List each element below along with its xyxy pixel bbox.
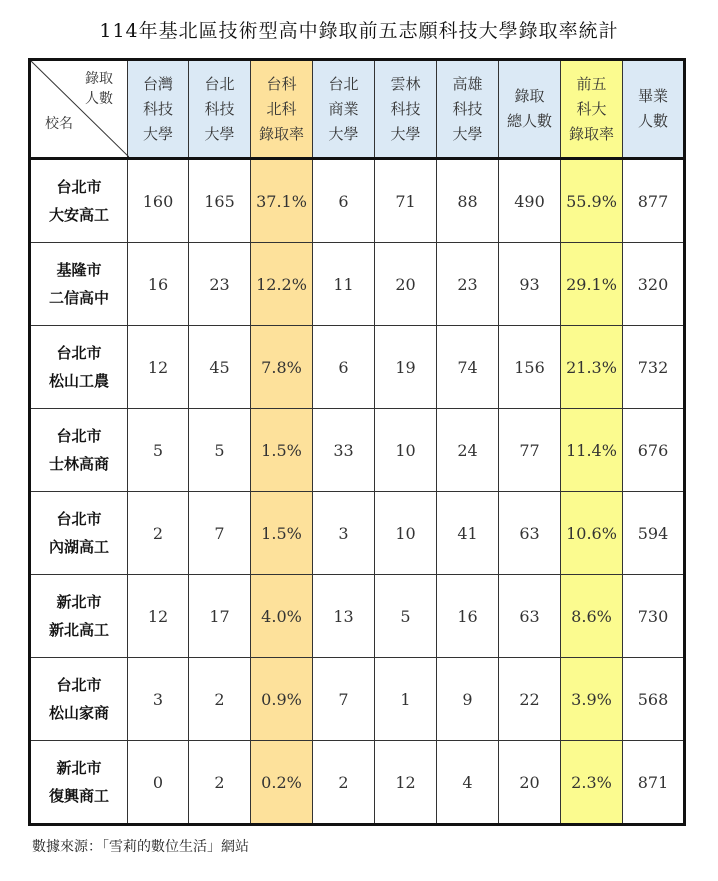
cell-ntust: 16 <box>128 243 189 326</box>
cell-total-admitted: 63 <box>499 492 561 575</box>
cell-ntust-ntut-rate: 1.5% <box>251 409 313 492</box>
table-row <box>30 159 685 243</box>
page-title: 114年基北區技術型高中錄取前五志願科技大學錄取率統計 <box>99 20 619 42</box>
cell-ntut: 2 <box>189 658 251 741</box>
cell-nkust: 24 <box>437 409 499 492</box>
table-row <box>30 326 685 409</box>
corner-header-cell <box>30 60 128 159</box>
cell-ntust: 3 <box>128 658 189 741</box>
school-name-cell: 台北市 松山家商 <box>30 658 128 741</box>
cell-total-admitted: 93 <box>499 243 561 326</box>
cell-nkust: 41 <box>437 492 499 575</box>
cell-ntut: 17 <box>189 575 251 658</box>
cell-nkust: 9 <box>437 658 499 741</box>
cell-ntub: 6 <box>313 326 375 409</box>
cell-ntub: 6 <box>313 159 375 243</box>
school-name-cell: 台北市 士林高商 <box>30 409 128 492</box>
cell-top5-rate: 8.6% <box>561 575 623 658</box>
header-row <box>30 60 685 159</box>
cell-total-admitted: 22 <box>499 658 561 741</box>
school-name-cell: 基隆市 二信高中 <box>30 243 128 326</box>
cell-top5-rate: 10.6% <box>561 492 623 575</box>
cell-total-admitted: 77 <box>499 409 561 492</box>
table-row <box>30 243 685 326</box>
cell-ntust-ntut-rate: 7.8% <box>251 326 313 409</box>
cell-yuntech: 20 <box>375 243 437 326</box>
cell-nkust: 23 <box>437 243 499 326</box>
cell-ntust: 2 <box>128 492 189 575</box>
cell-top5-rate: 55.9% <box>561 159 623 243</box>
cell-ntust: 160 <box>128 159 189 243</box>
cell-ntut: 2 <box>189 741 251 825</box>
cell-graduates: 594 <box>623 492 685 575</box>
admission-table <box>28 58 686 826</box>
col-header-graduates: 畢業 人數 <box>623 60 685 159</box>
table-row <box>30 658 685 741</box>
cell-ntub: 13 <box>313 575 375 658</box>
corner-label-count: 錄取 人數 <box>85 71 113 107</box>
col-header-ntub: 台北 商業 大學 <box>313 60 375 159</box>
cell-ntut: 165 <box>189 159 251 243</box>
cell-yuntech: 1 <box>375 658 437 741</box>
cell-nkust: 4 <box>437 741 499 825</box>
cell-ntust-ntut-rate: 4.0% <box>251 575 313 658</box>
cell-graduates: 732 <box>623 326 685 409</box>
cell-total-admitted: 20 <box>499 741 561 825</box>
cell-graduates: 320 <box>623 243 685 326</box>
cell-total-admitted: 63 <box>499 575 561 658</box>
cell-ntut: 45 <box>189 326 251 409</box>
cell-yuntech: 12 <box>375 741 437 825</box>
cell-ntut: 7 <box>189 492 251 575</box>
col-header-top5-rate: 前五 科大 錄取率 <box>561 60 623 159</box>
cell-ntut: 5 <box>189 409 251 492</box>
table-row <box>30 575 685 658</box>
cell-ntust: 12 <box>128 326 189 409</box>
school-name-cell: 新北市 新北高工 <box>30 575 128 658</box>
cell-ntub: 33 <box>313 409 375 492</box>
cell-total-admitted: 156 <box>499 326 561 409</box>
cell-ntust: 5 <box>128 409 189 492</box>
cell-ntub: 11 <box>313 243 375 326</box>
cell-nkust: 74 <box>437 326 499 409</box>
col-header-total-admitted: 錄取 總人數 <box>499 60 561 159</box>
cell-graduates: 676 <box>623 409 685 492</box>
col-header-ntut: 台北 科技 大學 <box>189 60 251 159</box>
cell-total-admitted: 490 <box>499 159 561 243</box>
table-row <box>30 741 685 825</box>
cell-ntut: 23 <box>189 243 251 326</box>
cell-graduates: 730 <box>623 575 685 658</box>
table-body <box>30 159 685 825</box>
table-row <box>30 409 685 492</box>
school-name-cell: 台北市 內湖高工 <box>30 492 128 575</box>
school-name-cell: 新北市 復興商工 <box>30 741 128 825</box>
cell-nkust: 16 <box>437 575 499 658</box>
col-header-ntust: 台灣 科技 大學 <box>128 60 189 159</box>
col-header-nkust: 高雄 科技 大學 <box>437 60 499 159</box>
cell-ntust-ntut-rate: 0.9% <box>251 658 313 741</box>
col-header-ntust-ntut-rate: 台科 北科 錄取率 <box>251 60 313 159</box>
cell-ntub: 7 <box>313 658 375 741</box>
cell-top5-rate: 2.3% <box>561 741 623 825</box>
cell-ntust: 12 <box>128 575 189 658</box>
cell-ntub: 2 <box>313 741 375 825</box>
cell-graduates: 877 <box>623 159 685 243</box>
col-header-yuntech: 雲林 科技 大學 <box>375 60 437 159</box>
cell-ntust-ntut-rate: 1.5% <box>251 492 313 575</box>
cell-yuntech: 10 <box>375 492 437 575</box>
cell-nkust: 88 <box>437 159 499 243</box>
data-source-note: 數據來源：「雪莉的數位生活」網站 <box>32 839 249 855</box>
cell-top5-rate: 21.3% <box>561 326 623 409</box>
cell-yuntech: 10 <box>375 409 437 492</box>
cell-ntub: 3 <box>313 492 375 575</box>
cell-top5-rate: 29.1% <box>561 243 623 326</box>
cell-top5-rate: 11.4% <box>561 409 623 492</box>
cell-graduates: 871 <box>623 741 685 825</box>
cell-ntust-ntut-rate: 12.2% <box>251 243 313 326</box>
school-name-cell: 台北市 大安高工 <box>30 159 128 243</box>
cell-top5-rate: 3.9% <box>561 658 623 741</box>
corner-label-school: 校名 <box>45 116 73 132</box>
cell-yuntech: 5 <box>375 575 437 658</box>
cell-yuntech: 19 <box>375 326 437 409</box>
cell-yuntech: 71 <box>375 159 437 243</box>
school-name-cell: 台北市 松山工農 <box>30 326 128 409</box>
cell-ntust-ntut-rate: 0.2% <box>251 741 313 825</box>
cell-ntust-ntut-rate: 37.1% <box>251 159 313 243</box>
table-row <box>30 492 685 575</box>
cell-graduates: 568 <box>623 658 685 741</box>
cell-ntust: 0 <box>128 741 189 825</box>
